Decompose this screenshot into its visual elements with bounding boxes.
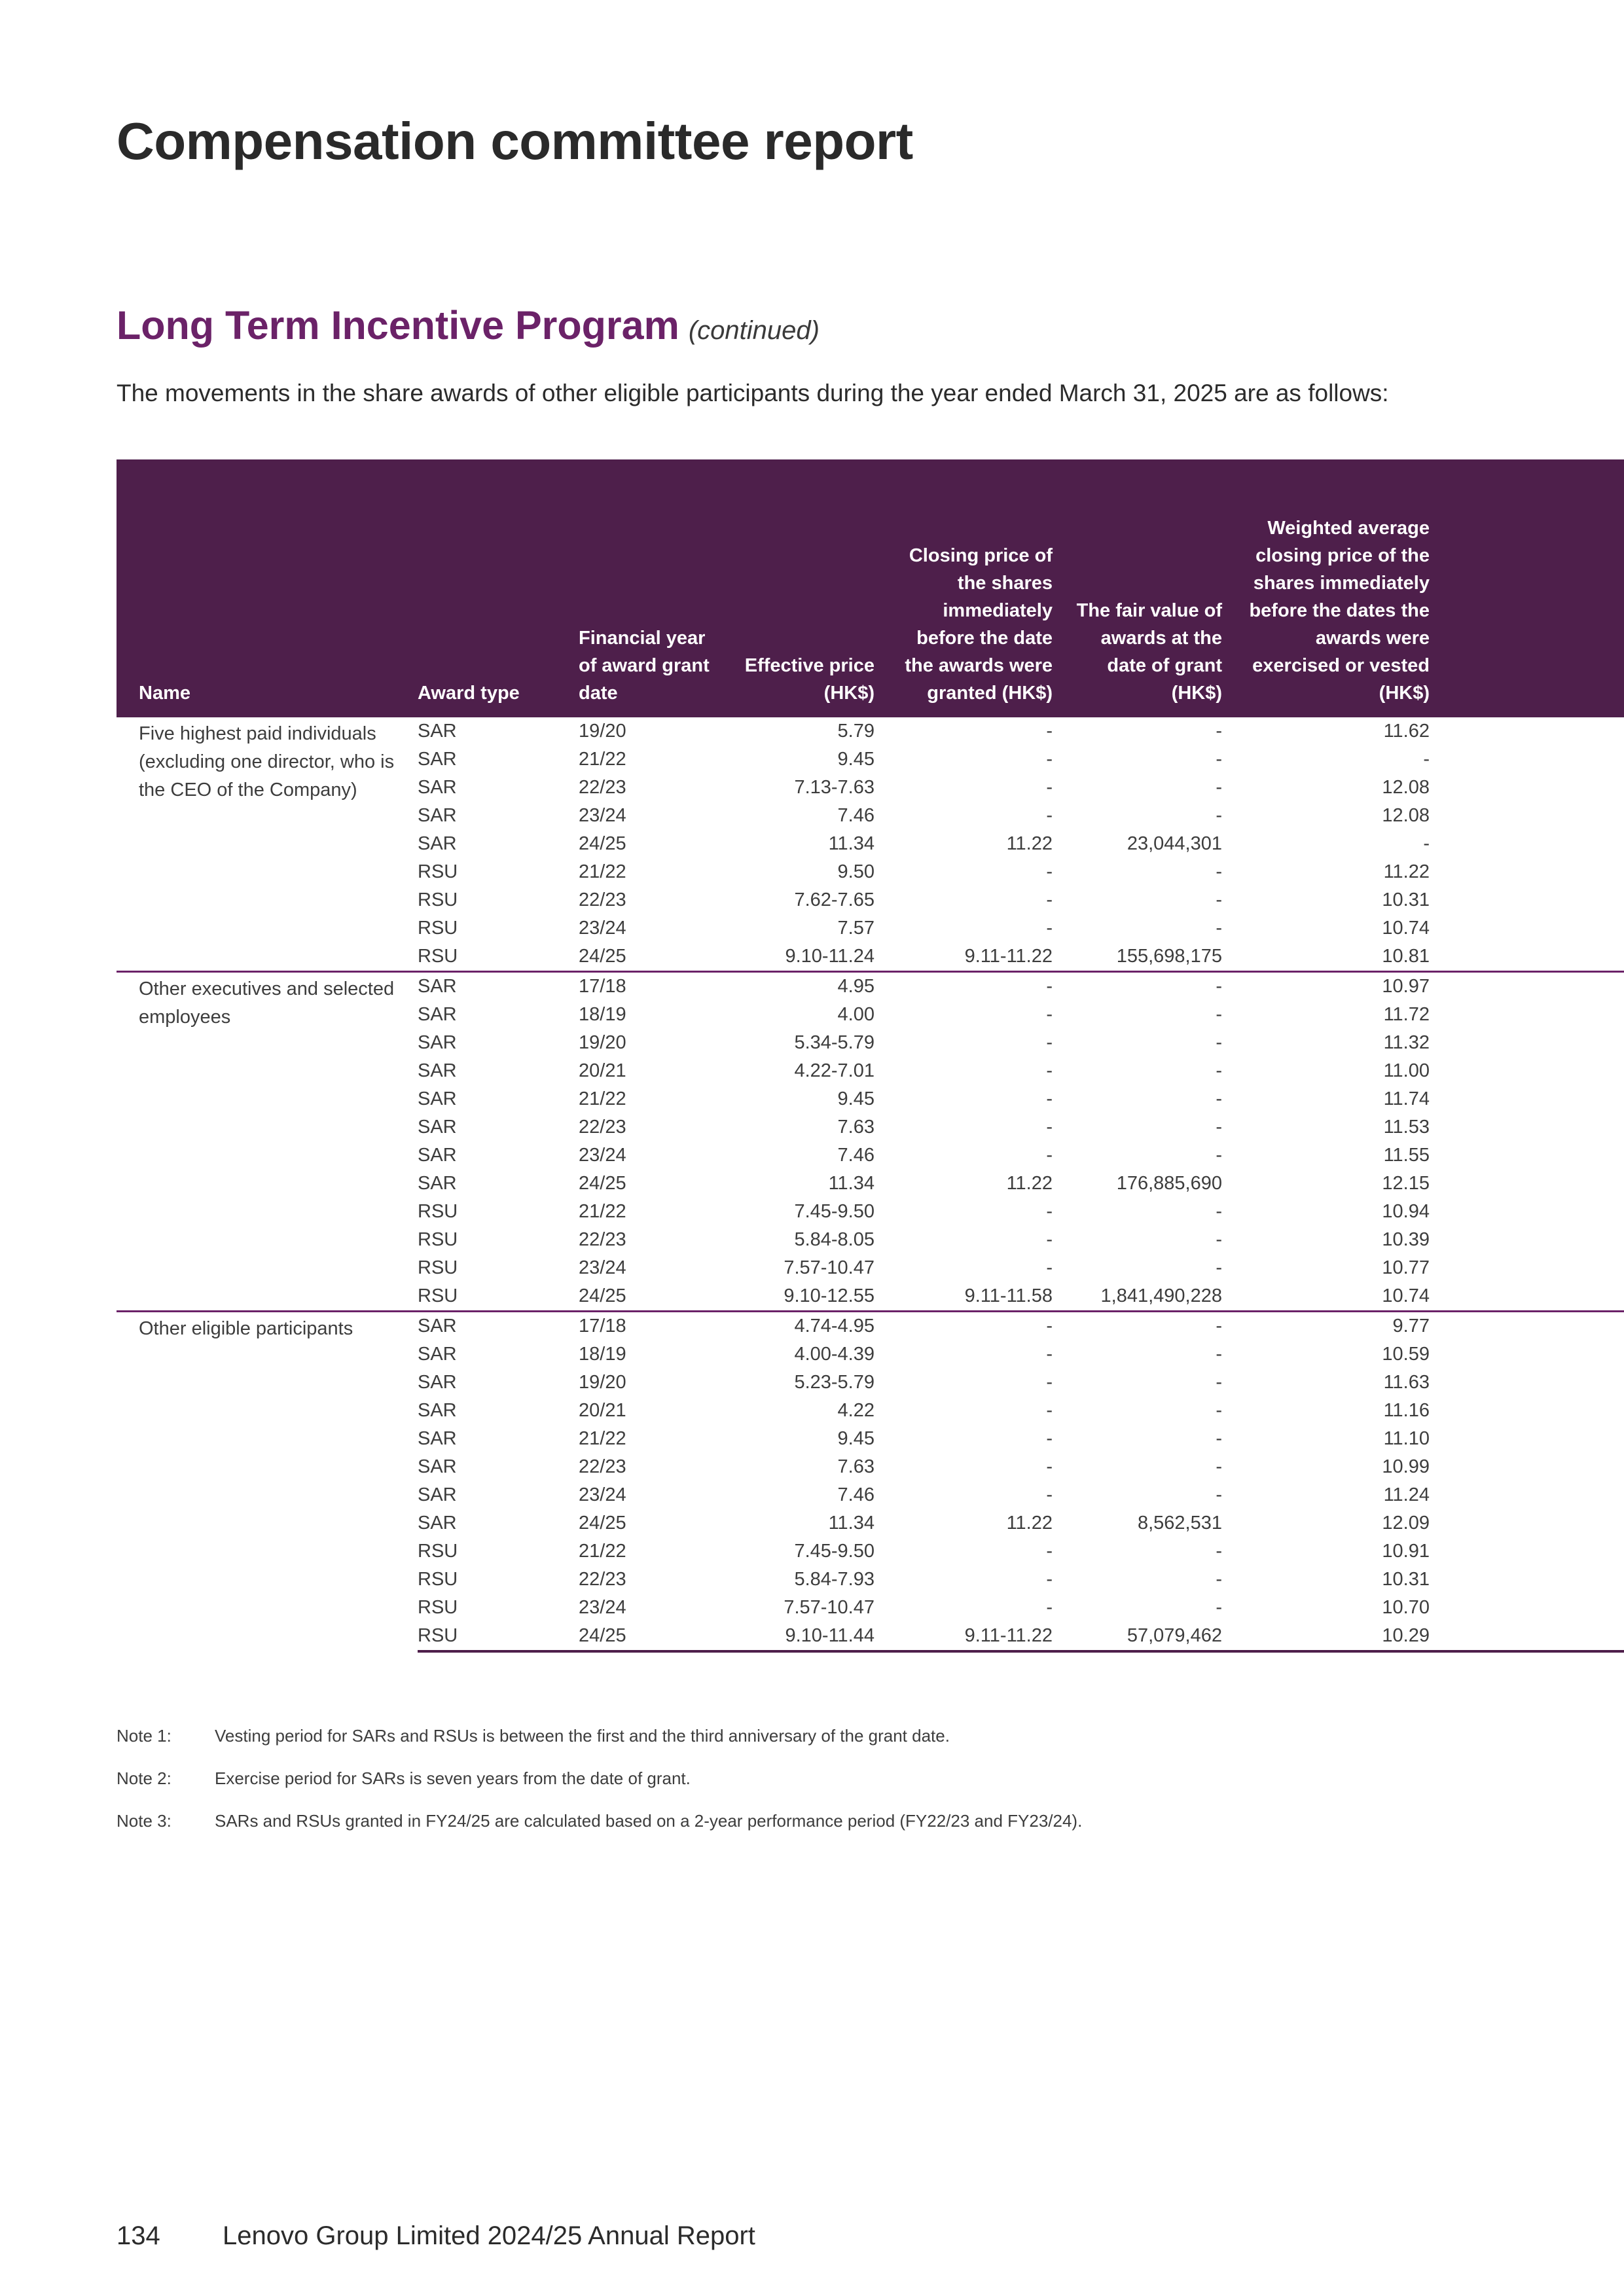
closing-price-cell: - <box>1046 1428 1053 1449</box>
award-type-cell: RSU <box>418 861 458 882</box>
financial-year-cell: 21/22 <box>579 861 626 882</box>
fair-value-cell: 176,885,690 <box>1116 1173 1222 1194</box>
col-header-award-type: Award type <box>418 459 579 717</box>
effective-price-cell: 9.50 <box>837 861 875 882</box>
weighted-average-cell: 11.53 <box>1383 1117 1430 1138</box>
award-type-cell: SAR <box>418 1312 579 1341</box>
financial-year-cell: 23/24 <box>579 1597 626 1618</box>
financial-year-cell: 24/25 <box>579 1513 626 1534</box>
financial-year-cell: 18/19 <box>579 1004 626 1025</box>
closing-price-cell: - <box>1046 861 1053 882</box>
page-number: 134 <box>117 2221 160 2250</box>
fair-value-cell: - <box>1216 1145 1222 1166</box>
participant-group-name: Five highest paid individuals (excluding one director, who is the CEO of the Company) <box>139 723 395 800</box>
closing-price-cell: - <box>1046 1597 1053 1618</box>
award-type-cell: RSU <box>418 946 458 967</box>
weighted-average-cell: 9.77 <box>1222 1312 1430 1341</box>
financial-year-cell: 24/25 <box>579 833 626 854</box>
effective-price-cell: 9.10-11.24 <box>785 946 875 967</box>
weighted-average-cell: 11.32 <box>1383 1032 1430 1053</box>
weighted-average-cell: 12.08 <box>1382 777 1430 798</box>
award-type-cell: SAR <box>418 721 457 742</box>
spacer-cell <box>1430 1594 1624 1622</box>
spacer-cell <box>1430 858 1624 886</box>
financial-year-cell: 22/23 <box>579 1456 626 1477</box>
spacer-cell <box>1430 1312 1624 1341</box>
weighted-average-cell: - <box>1423 749 1430 770</box>
financial-year-cell: 22/23 <box>579 889 626 910</box>
closing-price-cell: 9.11-11.22 <box>875 1622 1053 1651</box>
financial-year-cell: 21/22 <box>579 749 626 770</box>
participant-group-name: Other executives and selected employees <box>117 972 418 1312</box>
share-awards-table <box>117 459 1624 1653</box>
effective-price-cell: 11.34 <box>828 1173 875 1194</box>
closing-price-cell: 9.11-11.22 <box>964 946 1053 967</box>
spacer-cell <box>1430 1340 1624 1369</box>
effective-price-cell: 7.45-9.50 <box>794 1541 875 1562</box>
fair-value-cell: - <box>1216 1400 1222 1421</box>
closing-price-cell: - <box>1046 1257 1053 1278</box>
effective-price-cell: 4.22 <box>837 1400 875 1421</box>
award-type-cell: SAR <box>418 1484 457 1505</box>
weighted-average-cell: 10.77 <box>1382 1257 1430 1278</box>
financial-year-cell: 21/22 <box>579 1088 626 1109</box>
effective-price-cell: 11.34 <box>828 833 875 854</box>
financial-year-cell: 24/25 <box>579 1285 626 1306</box>
effective-price-cell: 4.95 <box>732 972 875 1001</box>
award-type-cell: SAR <box>418 1372 457 1393</box>
effective-price-cell: 7.57-10.47 <box>784 1257 875 1278</box>
spacer-cell <box>1430 717 1624 745</box>
closing-price-cell: - <box>1046 889 1053 910</box>
col-header-weighted-average: Weighted average closing price of the shares immediately before the dates the awards were exercised or vested (HK$) <box>1222 459 1430 717</box>
weighted-average-cell: 12.08 <box>1382 805 1430 826</box>
effective-price-cell: 7.63 <box>837 1456 875 1477</box>
effective-price-cell: 11.34 <box>828 1513 875 1534</box>
financial-year-cell: 22/23 <box>579 1229 626 1250</box>
spacer-cell <box>1430 972 1624 1001</box>
section-title-text: Long Term Incentive Program <box>117 303 679 348</box>
table-header-row <box>117 459 1624 717</box>
weighted-average-cell: 10.31 <box>1382 889 1430 910</box>
fair-value-cell: - <box>1216 1257 1222 1278</box>
fair-value-cell: - <box>1216 1229 1222 1250</box>
weighted-average-cell: 10.99 <box>1382 1456 1430 1477</box>
financial-year-cell: 23/24 <box>579 1257 626 1278</box>
closing-price-cell: - <box>1046 749 1053 770</box>
closing-price-cell: - <box>1046 1372 1053 1393</box>
effective-price-cell: 7.57 <box>837 918 875 939</box>
effective-price-cell: 5.84-8.05 <box>794 1229 875 1250</box>
effective-price-cell: 9.10-12.55 <box>784 1285 875 1306</box>
spacer-cell <box>1430 1282 1624 1312</box>
award-type-cell: RSU <box>418 1569 458 1590</box>
financial-year-cell: 23/24 <box>579 805 626 826</box>
weighted-average-cell: 11.00 <box>1383 1060 1430 1081</box>
fair-value-cell: - <box>1216 749 1222 770</box>
effective-price-cell: 7.57-10.47 <box>784 1597 875 1618</box>
award-type-cell: SAR <box>418 1428 457 1449</box>
weighted-average-cell: 10.91 <box>1382 1541 1430 1562</box>
award-type-cell: RSU <box>418 1257 458 1278</box>
closing-price-cell: - <box>875 972 1053 1001</box>
fair-value-cell: - <box>1216 1060 1222 1081</box>
award-type-cell: SAR <box>418 1032 457 1053</box>
effective-price-cell: 9.10-11.44 <box>732 1622 875 1651</box>
fair-value-cell: 8,562,531 <box>1137 1513 1222 1534</box>
fair-value-cell: - <box>1216 1088 1222 1109</box>
weighted-average-cell: 11.16 <box>1383 1400 1430 1421</box>
closing-price-cell: 11.22 <box>1006 1173 1053 1194</box>
weighted-average-cell: 10.39 <box>1382 1229 1430 1250</box>
spacer-cell <box>1430 1481 1624 1509</box>
section-title <box>117 302 820 348</box>
note-label: Note 1: <box>117 1726 171 1746</box>
fair-value-cell: - <box>1216 1597 1222 1618</box>
spacer-cell <box>1430 830 1624 858</box>
closing-price-cell: 9.11-11.58 <box>964 1285 1053 1306</box>
closing-price-cell: 11.22 <box>1006 1513 1053 1534</box>
weighted-average-cell: 10.70 <box>1382 1597 1430 1618</box>
financial-year-cell: 20/21 <box>579 1060 626 1081</box>
award-type-cell: SAR <box>418 972 579 1001</box>
weighted-average-cell: 10.74 <box>1382 918 1430 939</box>
page-footer <box>117 2221 755 2251</box>
award-type-cell: SAR <box>418 749 457 770</box>
col-header-closing-price: Closing price of the shares immediately before the date the awards were granted (HK$) <box>875 459 1053 717</box>
closing-price-cell: - <box>1046 1117 1053 1138</box>
note-label: Note 2: <box>117 1768 171 1788</box>
effective-price-cell: 4.74-4.95 <box>732 1312 875 1341</box>
effective-price-cell: 5.84-7.93 <box>794 1569 875 1590</box>
spacer-cell <box>1430 1141 1624 1170</box>
fair-value-cell: - <box>1216 805 1222 826</box>
award-type-cell: SAR <box>418 1344 457 1365</box>
financial-year-cell: 21/22 <box>579 1201 626 1222</box>
weighted-average-cell: 12.09 <box>1382 1513 1430 1534</box>
fair-value-cell: - <box>1053 972 1222 1001</box>
spacer-cell <box>1430 1537 1624 1566</box>
effective-price-cell: 4.00-4.39 <box>794 1344 875 1365</box>
closing-price-cell: - <box>1046 777 1053 798</box>
award-type-cell: SAR <box>418 1456 457 1477</box>
closing-price-cell: - <box>1046 1088 1053 1109</box>
table-row <box>117 717 1624 745</box>
spacer-cell <box>1430 1509 1624 1537</box>
financial-year-cell: 17/18 <box>579 1312 732 1341</box>
closing-price-cell: - <box>1046 1484 1053 1505</box>
award-type-cell: RSU <box>418 918 458 939</box>
financial-year-cell: 19/20 <box>579 1372 626 1393</box>
closing-price-cell: - <box>1046 805 1053 826</box>
spacer-cell <box>1430 1170 1624 1198</box>
effective-price-cell: 7.46 <box>837 1484 875 1505</box>
financial-year-cell: 24/25 <box>579 1622 732 1651</box>
table-row <box>117 1312 1624 1341</box>
award-type-cell: RSU <box>418 1541 458 1562</box>
fair-value-cell: - <box>1216 777 1222 798</box>
financial-year-cell: 24/25 <box>579 1173 626 1194</box>
fair-value-cell: - <box>1053 1312 1222 1341</box>
note-1 <box>117 1724 1491 1748</box>
spacer-cell <box>1430 1029 1624 1057</box>
financial-year-cell: 21/22 <box>579 1541 626 1562</box>
fair-value-cell: - <box>1216 1344 1222 1365</box>
effective-price-cell: 7.46 <box>837 1145 875 1166</box>
fair-value-cell: - <box>1216 1201 1222 1222</box>
spacer-cell <box>1430 1425 1624 1453</box>
note-2 <box>117 1767 1491 1790</box>
financial-year-cell: 24/25 <box>579 946 626 967</box>
col-header-name: Name <box>117 459 418 717</box>
award-type-cell: SAR <box>418 1117 457 1138</box>
fair-value-cell: - <box>1216 1569 1222 1590</box>
fair-value-cell: - <box>1216 1117 1222 1138</box>
table-body <box>117 717 1624 1651</box>
participant-group-name: Other eligible participants <box>117 1312 418 1652</box>
spacer-cell <box>1430 1254 1624 1282</box>
award-type-cell: SAR <box>418 833 457 854</box>
effective-price-cell: 5.79 <box>837 721 875 742</box>
fair-value-cell: - <box>1216 1541 1222 1562</box>
financial-year-cell: 23/24 <box>579 1145 626 1166</box>
spacer-cell <box>1430 745 1624 774</box>
award-type-cell: SAR <box>418 1513 457 1534</box>
closing-price-cell: - <box>1046 1400 1053 1421</box>
award-type-cell: SAR <box>418 1173 457 1194</box>
financial-year-cell: 17/18 <box>579 972 732 1001</box>
award-type-cell: RSU <box>418 1201 458 1222</box>
fair-value-cell: - <box>1216 861 1222 882</box>
note-text: Vesting period for SARs and RSUs is between the first and the third anniversary of the grant date. <box>215 1726 950 1746</box>
weighted-average-cell: 10.59 <box>1382 1344 1430 1365</box>
award-type-cell: RSU <box>418 1285 458 1306</box>
fair-value-cell: - <box>1216 1484 1222 1505</box>
section-title-suffix: (continued) <box>688 316 820 345</box>
award-type-cell: RSU <box>418 889 458 910</box>
closing-price-cell: - <box>1046 1541 1053 1562</box>
intro-text: The movements in the share awards of other eligible participants during the year ended March 31, 2025 are as follows: <box>117 380 1389 406</box>
note-text: Exercise period for SARs is seven years from the date of grant. <box>215 1768 691 1788</box>
col-header-fair-value: The fair value of awards at the date of grant (HK$) <box>1053 459 1222 717</box>
spacer-cell <box>1430 1085 1624 1113</box>
spacer-cell <box>1430 914 1624 942</box>
financial-year-cell: 22/23 <box>579 777 626 798</box>
award-type-cell: RSU <box>418 1229 458 1250</box>
spacer-cell <box>1430 1566 1624 1594</box>
note-label: Note 3: <box>117 1811 171 1831</box>
fair-value-cell: - <box>1216 1372 1222 1393</box>
effective-price-cell: 9.45 <box>837 749 875 770</box>
weighted-average-cell: - <box>1423 833 1430 854</box>
fair-value-cell: 23,044,301 <box>1127 833 1222 854</box>
financial-year-cell: 23/24 <box>579 918 626 939</box>
weighted-average-cell: 11.22 <box>1383 861 1430 882</box>
col-header-financial-year: Financial year of award grant date <box>579 459 732 717</box>
award-type-cell: SAR <box>418 1004 457 1025</box>
effective-price-cell: 4.00 <box>837 1004 875 1025</box>
fair-value-cell: - <box>1216 889 1222 910</box>
effective-price-cell: 4.22-7.01 <box>794 1060 875 1081</box>
effective-price-cell: 7.63 <box>837 1117 875 1138</box>
award-type-cell: SAR <box>418 1088 457 1109</box>
fair-value-cell: - <box>1216 918 1222 939</box>
weighted-average-cell: 10.81 <box>1382 946 1430 967</box>
closing-price-cell: - <box>1046 1456 1053 1477</box>
spacer-cell <box>1430 886 1624 914</box>
fair-value-cell: - <box>1216 1456 1222 1477</box>
closing-price-cell: - <box>875 1312 1053 1341</box>
fair-value-cell: - <box>1216 1004 1222 1025</box>
award-type-cell: SAR <box>418 805 457 826</box>
closing-price-cell: - <box>1046 721 1053 742</box>
closing-price-cell: - <box>1046 1060 1053 1081</box>
weighted-average-cell: 10.29 <box>1222 1622 1430 1651</box>
fair-value-cell: - <box>1216 1032 1222 1053</box>
financial-year-cell: 18/19 <box>579 1344 626 1365</box>
financial-year-cell: 23/24 <box>579 1484 626 1505</box>
weighted-average-cell: 11.62 <box>1383 721 1430 742</box>
spacer-cell <box>1430 1622 1624 1651</box>
effective-price-cell: 7.45-9.50 <box>794 1201 875 1222</box>
closing-price-cell: - <box>1046 1004 1053 1025</box>
award-type-cell: RSU <box>418 1622 579 1651</box>
footer-report-title: Lenovo Group Limited 2024/25 Annual Report <box>223 2221 755 2250</box>
closing-price-cell: - <box>1046 1145 1053 1166</box>
effective-price-cell: 7.62-7.65 <box>794 889 875 910</box>
weighted-average-cell: 11.10 <box>1383 1428 1430 1449</box>
spacer-cell <box>1430 1001 1624 1029</box>
page-title: Compensation committee report <box>117 112 913 170</box>
financial-year-cell: 19/20 <box>579 721 626 742</box>
fair-value-cell: 57,079,462 <box>1053 1622 1222 1651</box>
weighted-average-cell: 12.15 <box>1382 1173 1430 1194</box>
financial-year-cell: 22/23 <box>579 1117 626 1138</box>
fair-value-cell: 155,698,175 <box>1116 946 1222 967</box>
fair-value-cell: 1,841,490,228 <box>1100 1285 1222 1306</box>
spacer-cell <box>1430 802 1624 830</box>
financial-year-cell: 20/21 <box>579 1400 626 1421</box>
effective-price-cell: 9.45 <box>837 1428 875 1449</box>
effective-price-cell: 5.23-5.79 <box>794 1372 875 1393</box>
closing-price-cell: - <box>1046 918 1053 939</box>
fair-value-cell: - <box>1216 1428 1222 1449</box>
effective-price-cell: 7.46 <box>837 805 875 826</box>
note-text: SARs and RSUs granted in FY24/25 are calculated based on a 2-year performance period (FY22/23 and FY23/24). <box>215 1811 1083 1831</box>
financial-year-cell: 22/23 <box>579 1569 626 1590</box>
weighted-average-cell: 10.94 <box>1382 1201 1430 1222</box>
weighted-average-cell: 11.24 <box>1383 1484 1430 1505</box>
effective-price-cell: 9.45 <box>837 1088 875 1109</box>
spacer-cell <box>1430 942 1624 972</box>
spacer-cell <box>1430 1226 1624 1254</box>
award-type-cell: RSU <box>418 1597 458 1618</box>
effective-price-cell: 5.34-5.79 <box>794 1032 875 1053</box>
col-header-spacer <box>1430 459 1624 717</box>
award-type-cell: SAR <box>418 1060 457 1081</box>
weighted-average-cell: 10.31 <box>1382 1569 1430 1590</box>
closing-price-cell: - <box>1046 1229 1053 1250</box>
note-3 <box>117 1809 1491 1833</box>
closing-price-cell: - <box>1046 1344 1053 1365</box>
weighted-average-cell: 11.74 <box>1383 1088 1430 1109</box>
spacer-cell <box>1430 1453 1624 1481</box>
financial-year-cell: 21/22 <box>579 1428 626 1449</box>
notes <box>117 1724 1491 1852</box>
weighted-average-cell: 10.97 <box>1222 972 1430 1001</box>
weighted-average-cell: 11.55 <box>1383 1145 1430 1166</box>
weighted-average-cell: 10.74 <box>1382 1285 1430 1306</box>
fair-value-cell: - <box>1216 721 1222 742</box>
closing-price-cell: 11.22 <box>1006 833 1053 854</box>
closing-price-cell: - <box>1046 1201 1053 1222</box>
award-type-cell: SAR <box>418 1145 457 1166</box>
weighted-average-cell: 11.72 <box>1383 1004 1430 1025</box>
spacer-cell <box>1430 1057 1624 1085</box>
award-type-cell: SAR <box>418 777 457 798</box>
col-header-effective-price: Effective price (HK$) <box>732 459 875 717</box>
award-type-cell: SAR <box>418 1400 457 1421</box>
spacer-cell <box>1430 1198 1624 1226</box>
closing-price-cell: - <box>1046 1569 1053 1590</box>
weighted-average-cell: 11.63 <box>1383 1372 1430 1393</box>
spacer-cell <box>1430 1369 1624 1397</box>
spacer-cell <box>1430 1113 1624 1141</box>
closing-price-cell: - <box>1046 1032 1053 1053</box>
spacer-cell <box>1430 774 1624 802</box>
table-row <box>117 972 1624 1001</box>
financial-year-cell: 19/20 <box>579 1032 626 1053</box>
effective-price-cell: 7.13-7.63 <box>794 777 875 798</box>
spacer-cell <box>1430 1397 1624 1425</box>
